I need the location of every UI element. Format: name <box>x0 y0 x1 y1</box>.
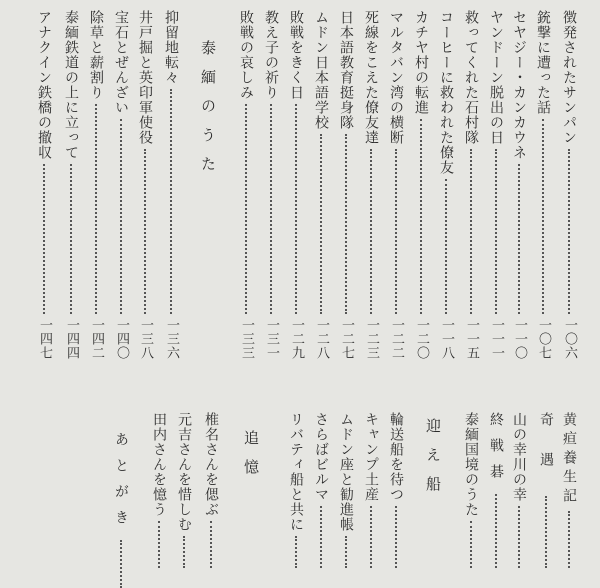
leader-dots <box>295 536 297 568</box>
toc-entry-title: 除草と薪割り <box>88 10 104 100</box>
toc-entry[interactable] <box>60 10 82 360</box>
toc-entry[interactable] <box>310 412 332 568</box>
toc-entry-page: 一二八 <box>314 318 329 360</box>
toc-entry[interactable] <box>532 10 554 360</box>
toc-entry-page: 一二〇 <box>414 318 429 360</box>
leader-dots <box>542 119 544 314</box>
toc-entry-title: 敗戦をきく日 <box>288 10 304 100</box>
toc-entry-page: 一四四 <box>64 318 79 360</box>
leader-dots <box>470 521 472 568</box>
toc-entry[interactable] <box>110 10 132 360</box>
leader-dots <box>495 149 497 314</box>
section-heading: 追憶 <box>242 430 260 488</box>
toc-entry-page: 一一八 <box>439 318 454 360</box>
leader-dots <box>245 104 247 314</box>
toc-entry-page: 一三一 <box>264 318 279 360</box>
toc-entry[interactable] <box>360 10 382 360</box>
toc-entry-page: 一二九 <box>289 318 304 360</box>
leader-dots <box>120 540 122 588</box>
toc-entry[interactable] <box>335 412 357 568</box>
toc-entry-page: 一四〇 <box>114 318 129 360</box>
toc-entry-title: 山の幸川の幸 <box>511 412 527 502</box>
leader-dots <box>158 521 160 568</box>
toc-entry-title: ムドン座と勧進帳 <box>338 412 354 532</box>
toc-entry[interactable] <box>285 412 307 568</box>
toc-entry-page: 一二二 <box>389 318 404 360</box>
toc-entry-title: マルタバン湾の横断 <box>388 10 404 145</box>
toc-entry[interactable] <box>535 412 557 568</box>
toc-entry-title: 宝石とぜんざい <box>113 10 129 115</box>
toc-entry-title: さらばビルマ <box>313 412 329 502</box>
toc-entry-title: リバティ船と共に <box>288 412 304 532</box>
toc-entry-title: 輪送船を待つ <box>388 412 404 502</box>
leader-dots <box>270 104 272 314</box>
leader-dots <box>295 104 297 314</box>
leader-dots <box>320 134 322 314</box>
toc-entry[interactable] <box>485 10 507 360</box>
leader-dots <box>120 119 122 314</box>
toc-entry-title: 銃撃に遭った話 <box>535 10 551 115</box>
toc-entry[interactable] <box>160 10 182 360</box>
toc-entry-page: 一一五 <box>464 318 479 360</box>
toc-entry-title: 元吉さんを惜しむ <box>176 412 192 532</box>
toc-entry[interactable] <box>360 412 382 568</box>
leader-dots <box>144 149 146 314</box>
toc-entry[interactable] <box>285 10 307 360</box>
toc-entry-title: あとがき <box>113 432 129 536</box>
toc-entry-page: 一二三 <box>364 318 379 360</box>
toc-entry[interactable] <box>134 10 156 360</box>
leader-dots <box>43 164 45 314</box>
toc-entry-title: コーヒーに救われた僚友 <box>438 10 454 175</box>
toc-entry-title: 救ってくれた石村隊 <box>463 10 479 145</box>
toc-entry-title: 泰緬国境のうた <box>463 412 479 517</box>
toc-entry[interactable] <box>335 10 357 360</box>
toc-entry-title: 死線をこえた僚友達 <box>363 10 379 145</box>
leader-dots <box>518 164 520 314</box>
leader-dots <box>370 149 372 314</box>
leader-dots <box>320 506 322 568</box>
toc-entry-page: 一二七 <box>339 318 354 360</box>
toc-entry-page: 一〇六 <box>562 318 577 360</box>
toc-entry-title: 黄疸養生記 <box>561 412 577 507</box>
toc-entry[interactable] <box>485 412 507 568</box>
toc-entry[interactable] <box>410 10 432 360</box>
toc-entry-title: セヤジー・カンカウネ <box>511 10 527 160</box>
toc-entry[interactable] <box>85 10 107 360</box>
leader-dots <box>420 119 422 314</box>
leader-dots <box>495 494 497 568</box>
leader-dots <box>470 149 472 314</box>
toc-entry-title: 田内さんを憶う <box>151 412 167 517</box>
toc-entry-page: 一一〇 <box>512 318 527 360</box>
leader-dots <box>70 164 72 314</box>
toc-entry[interactable] <box>260 10 282 360</box>
toc-entry-title: 徴発されたサンパン <box>561 10 577 145</box>
toc-entry[interactable] <box>173 412 195 568</box>
toc-entry-page: 一四七 <box>37 318 52 360</box>
toc-entry-page: 一三六 <box>164 318 179 360</box>
leader-dots <box>445 179 447 314</box>
toc-entry-title: 日本語教育挺身隊 <box>338 10 354 130</box>
leader-dots <box>170 89 172 314</box>
toc-entry-title: ムドン日本語学校 <box>313 10 329 130</box>
toc-entry-page: 一〇七 <box>536 318 551 360</box>
leader-dots <box>370 506 372 568</box>
leader-dots <box>545 496 547 568</box>
section-heading: 泰緬のうた <box>199 40 217 185</box>
toc-entry-title: 教え子の祈り <box>263 10 279 100</box>
toc-entry-page: 一四二 <box>89 318 104 360</box>
toc-entry-title: 椎名さんを偲ぶ <box>203 412 219 517</box>
toc-entry[interactable] <box>148 412 170 568</box>
toc-entry-title: 抑留地転々 <box>163 10 179 85</box>
leader-dots <box>95 104 97 314</box>
leader-dots <box>395 149 397 314</box>
toc-entry[interactable] <box>558 10 580 360</box>
leader-dots <box>345 134 347 314</box>
leader-dots <box>568 149 570 314</box>
toc-entry[interactable] <box>460 412 482 568</box>
leader-dots <box>568 511 570 568</box>
toc-entry[interactable] <box>508 10 530 360</box>
toc-entry[interactable] <box>385 10 407 360</box>
toc-entry[interactable] <box>460 10 482 360</box>
toc-entry-title: ヤンドーン脱出の日 <box>488 10 504 145</box>
toc-entry[interactable] <box>558 412 580 568</box>
leader-dots <box>518 506 520 568</box>
toc-entry-title: 泰緬鉄道の上に立って <box>63 10 79 160</box>
toc-entry-title: 奇遇 <box>538 412 554 492</box>
toc-entry[interactable] <box>508 412 530 568</box>
toc-entry[interactable] <box>110 432 132 588</box>
toc-entry[interactable] <box>435 10 457 360</box>
leader-dots <box>345 536 347 568</box>
toc-entry-page: 一三三 <box>239 318 254 360</box>
toc-entry[interactable] <box>200 412 222 568</box>
leader-dots <box>183 536 185 568</box>
toc-entry[interactable] <box>385 412 407 568</box>
toc-entry-page: 一三八 <box>138 318 153 360</box>
toc-entry-title: キャンプ土産 <box>363 412 379 502</box>
toc-entry-title: 終戦碁 <box>488 412 504 490</box>
toc-entry[interactable] <box>235 10 257 360</box>
leader-dots <box>395 506 397 568</box>
toc-entry[interactable] <box>33 10 55 360</box>
leader-dots <box>210 521 212 568</box>
toc-entry-title: 井戸掘と英印軍使役 <box>137 10 153 145</box>
toc-entry-title: 敗戦の哀しみ <box>238 10 254 100</box>
section-heading: 迎え船 <box>424 418 442 505</box>
toc-entry[interactable] <box>310 10 332 360</box>
toc-entry-title: アナクイン鉄橋の撤収 <box>36 10 52 160</box>
toc-entry-title: カチヤ村の転進 <box>413 10 429 115</box>
toc-entry-page: 一一一 <box>489 318 504 360</box>
